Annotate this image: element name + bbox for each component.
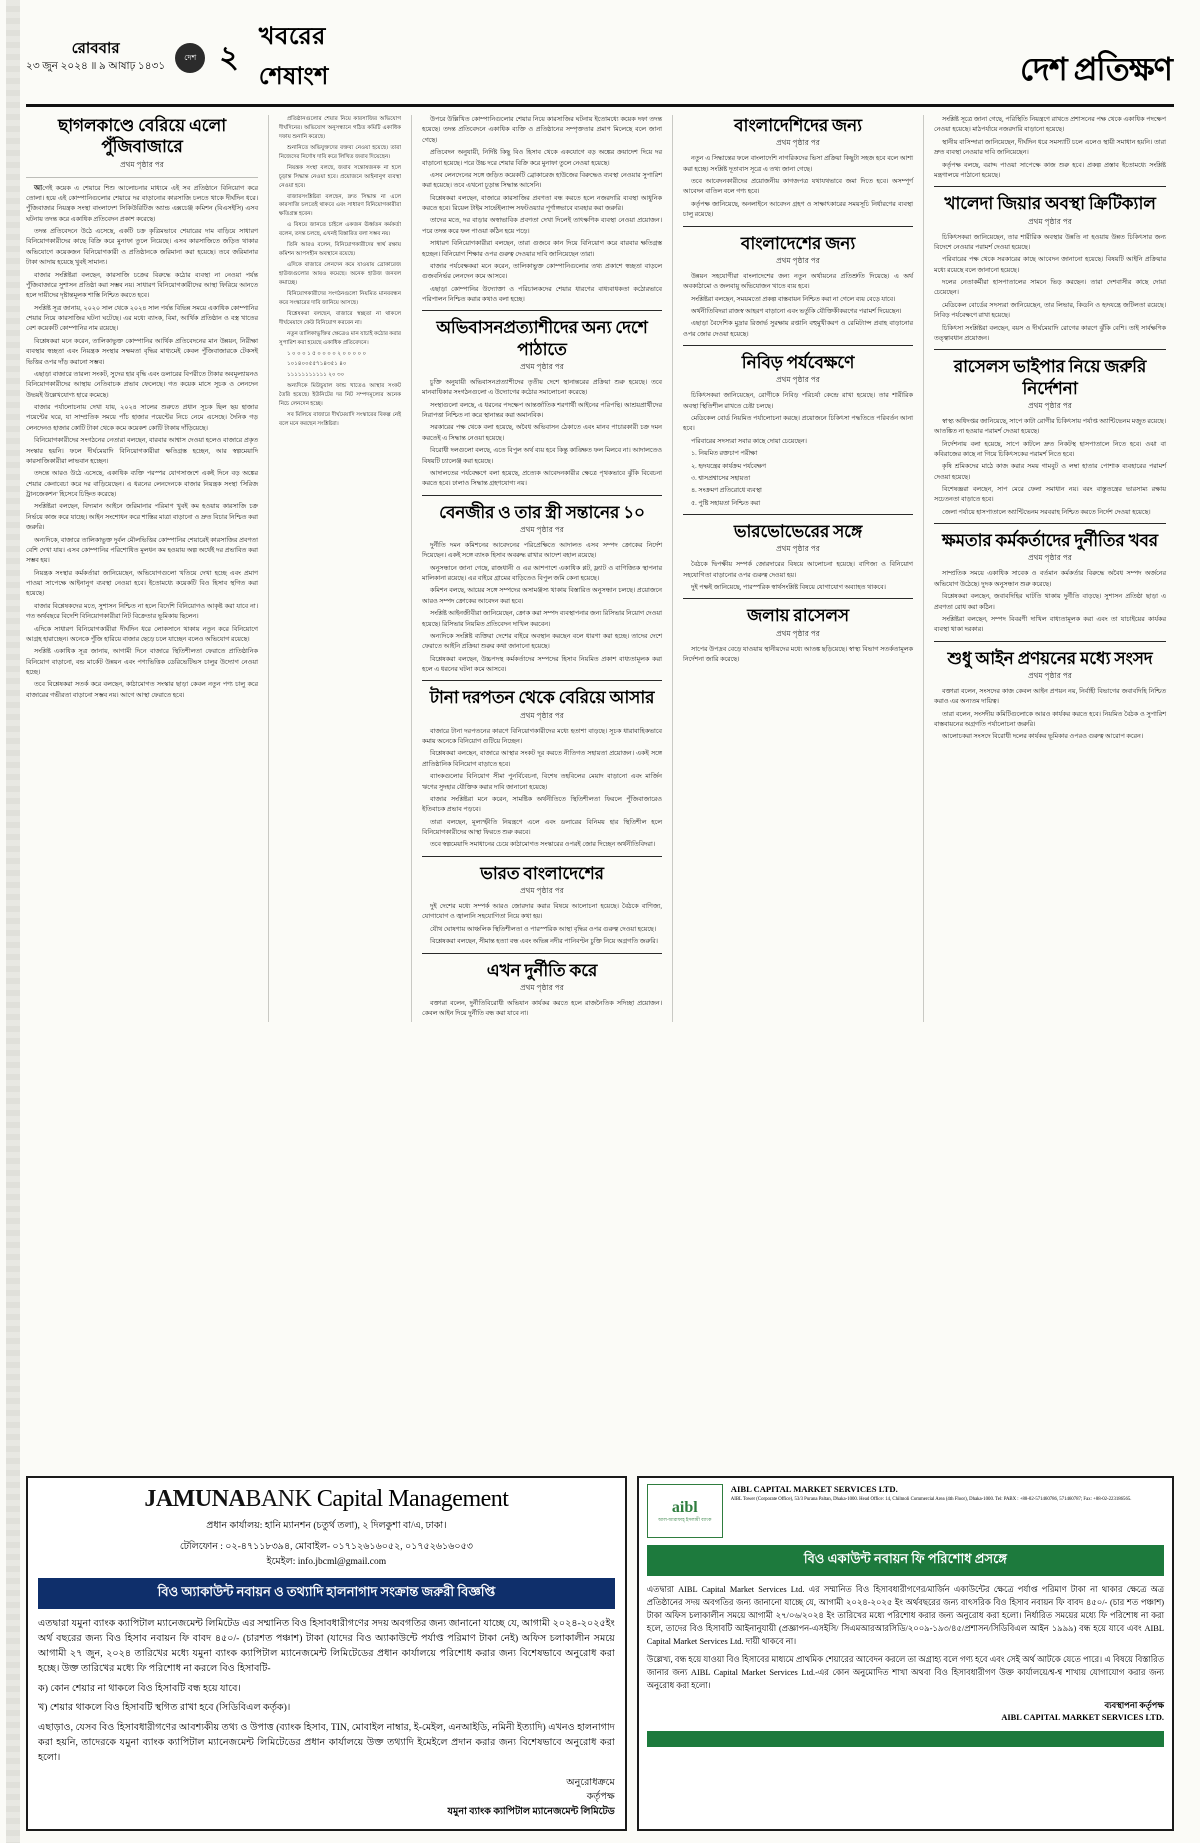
paragraph: কৃষি শ্রমিকদের মাঠে কাজ করার সময় গামবুট ও লম্বা হাতার পোশাক ব্যবহারের পরামর্শ দেওয়া হয়েছে। [934,463,1166,481]
paragraph: এছাড়া কোম্পানির উদ্যোক্তা ও পরিচালকদের শেয়ার ধারণের বাধ্যবাধকতা কঠোরভাবে পরিপালন নিশ্চিত করার কথাও বলা হচ্ছে। [422,285,662,303]
page-edge-decoration [6,0,20,1843]
ad-aibl-capital [637,1476,1174,1831]
paragraph: উন্নয়ন সহযোগীরা বাংলাদেশের জন্য নতুন অর্থায়নের প্রতিশ্রুতি দিয়েছে। এ অর্থ অবকাঠামো ও জলবায়ু অভিযোজন খাতে ব্যয় হবে। [683,272,913,291]
jump-line: প্রথম পৃষ্ঠার পর [776,375,820,385]
ad-aibl-header [647,1484,1164,1538]
paragraph: কর্তৃপক্ষ জানিয়েছে, অনলাইনে আবেদন গ্রহণ ও সাক্ষাৎকারের সময়সূচি নির্ধারণের ব্যবস্থা চালু রয়েছে। [683,200,913,219]
signature-line: কর্তৃপক্ষ [586,1791,615,1803]
jump-line: প্রথম পৃষ্ঠার পর [776,255,820,265]
paragraph: সরকারের পক্ষ থেকে বলা হয়েছে, অবৈধ অভিবাসন ঠেকাতে এবং মানব পাচারকারী চক্র দমন করতেই এ সিদ্ধান্ত নেওয়া হয়েছে। [422,424,662,442]
paragraph: উপরে উল্লিখিত কোম্পানিগুলোর শেয়ার নিয়ে কারসাজির ঘটনায় ইতোমধ্যে কয়েক দফা তদন্ত হয়েছে। তদন্ত প্রতিবেদনে একাধিক ব্যক্তি ও প্রতিষ্ঠানের সম্পৃক্ততার প্রমাণ মিলেছে বলে জানা গেছে। [422,116,662,144]
paragraph: কমিশন বলছে, আয়ের সঙ্গে সম্পদের অসামঞ্জস্য থাকায় বিস্তারিত অনুসন্ধান চলছে। প্রয়োজনে আরও সম্পদ ক্রোকের আবেদন করা হবে। [422,587,662,605]
paragraph: বাজার পর্যালোচনায় দেখা যায়, ২০২৪ সালের শুরুতে প্রধান সূচক ছিল ছয় হাজার পয়েন্টের ঘরে, যা সাম্প্রতিক সময়ে পাঁচ হাজার পয়েন্টের নিচে নেমে এসেছে। দৈনিক গড় লেনদেনও হাজার কোটি টাকা থেকে কমে কয়েকশ কোটি টাকায় দাঁড়িয়েছে। [26,404,258,432]
paragraph: বিশ্লেষকরা বলছেন, বাজারে আস্থার সংকট দূর করতে নীতিগত সহায়তা প্রয়োজন। একই সঙ্গে প্রাতিষ্ঠানিক বিনিয়োগ বাড়াতে হবে। [422,750,662,768]
headline-benazir: বেনজীর ও তার স্ত্রী সন্তানের ১০ [439,502,645,522]
divider [683,598,913,599]
paragraph: বিশ্লেষকরা মনে করেন, তালিকাভুক্ত কোম্পানির আর্থিক প্রতিবেদনের মান উন্নয়ন, নিরীক্ষা ব্যবস্থার স্বচ্ছতা এবং নিয়ন্ত্রক সংস্থার সক্ষমতা বৃদ্ধির মাধ্যমেই কেবল পুঁজিবাজারকে টেকসই ভিত্তির ওপর দাঁড় করানো সম্ভব। [26,337,258,366]
paragraph: অন্যদিকে, বাজারে তালিকাভুক্ত দুর্বল মৌলভিত্তির কোম্পানির শেয়ারেই কারসাজির প্রবণতা বেশি দেখা যায়। এসব কোম্পানির পরিশোধিত মূলধন কম হওয়ায় অল্প অর্থেই দর প্রভাবিত করা সম্ভব হয়। [26,536,258,565]
article-body-pujibazar [26,183,258,702]
paragraph: পরিবারের সদস্যরা সবার কাছে দোয়া চেয়েছেন। [691,437,807,445]
paragraph: নির্দেশনায় বলা হয়েছে, সাপে কাটলে দ্রুত নিকটস্থ হাসপাতালে নিতে হবে। ওঝা বা কবিরাজের কাছে না গিয়ে চিকিৎসকের পরামর্শ নিতে হবে। [934,440,1166,458]
list-item: ১. নিয়মিত রক্তচাপ পরীক্ষা [691,450,758,458]
divider [934,641,1166,642]
paragraph: স্বাস্থ্য অধিদপ্তর জানিয়েছে, সাপে কাটা রোগীর চিকিৎসায় পর্যাপ্ত অ্যান্টিভেনম মজুত রয়েছে। আতঙ্কিত না হওয়ার পরামর্শ দেওয়া হয়েছে। [934,417,1166,436]
ad-jamuna-body [38,1617,615,1766]
headline-for-bangladesh: বাংলাদেশের জন্য [740,233,856,253]
article-body-khaleda-zia [934,233,1166,345]
article-body-migrants [422,378,662,490]
headline-russells-viper-directive: রাসেলস ভাইপার নিয়ে জরুরি নির্দেশনা [953,357,1147,398]
paragraph: দুর্নীতি দমন কমিশনের আবেদনের পরিপ্রেক্ষিতে আদালত এসব সম্পদ ক্রোকের নির্দেশ দিয়েছেন। একই সঙ্গে ব্যাংক হিসাব অবরুদ্ধ রাখার আদেশ বহাল রয়েছে। [422,541,662,560]
headline-corruption: এখন দুর্নীতি করে [486,960,598,980]
paragraph: এছাড়াও, যেসব বিও হিসাবধারীগণের আবশ্যকীয় তথ্য ও উপাত্ত (ব্যাংক হিসাব, TIN, মোবাইল নাম্বার, ই-মেইল, এনআইডি, নমিনী ইত্যাদি) এখনও হালনাগাদ করা হয়নি, তাদেরকে যমুনা ব্যাংক ক্যাপিটাল ম্যানেজমেন্ট লিমিটেডের প্রধান কার্যালয়ে উক্ত তথ্যাদি ইমেইলে প্রদান করার জন্য বিশেষভাবে অনুরোধ করা হলো। [38,1722,615,1763]
paragraph: উল্লেখ্য, বন্ধ হয়ে যাওয়া বিও হিসাবের মাধ্যমে প্রাথমিক শেয়ারের আবেদন করলে তা অগ্রাহ্য বলে গণ্য হবে এবং সেই অর্থ আটকে যেতে পারে। এ বিষয়ে বিস্তারিত জানার জন্য AIBL Capital Market Services Ltd.-এর কোন অনুমোদিত শাখা অথবা বিও হিসাবধারীগণ উক্ত কার্যালয়ে/শ্ব-শ্ব শাখায় যোগাযোগ করার জন্য অনুরোধ করা হলো। [646,1655,1164,1691]
column-1 [26,115,258,1022]
paragraph: সংশ্লিষ্ট সূত্র জানায়, ২০২০ সাল থেকে ২০২৪ সাল পর্যন্ত বিভিন্ন সময়ে একাধিক কোম্পানির শেয়ার নিয়ে কারসাজির ঘটনা ঘটেছে। এর মধ্যে ব্যাংক, বিমা, আর্থিক প্রতিষ্ঠান ও বস্ত্র খাতের বেশ কয়েকটি কোম্পানির নাম রয়েছে। [26,304,258,333]
paragraph: দলের নেতাকর্মীরা হাসপাতালের সামনে ভিড় করছেন। তারা দেশবাসীর কাছে দোয়া চেয়েছেন। [934,279,1166,297]
paragraph: এতদ্বারা AIBL Capital Market Services Ltd. এর সম্মানিত বিও হিসাবধারীগণের/মার্জিন একাউন্টের ক্ষেত্রে পর্যাপ্ত পরিমাণ টাকা না থাকার ক্ষেত্রে অত্র প্রতিষ্ঠানের সদয় অবগতির জন্য জানানো যাচ্ছে যে, আগামী ২০২৪-২০২৫ ইং অর্থবছরের জন্য বাৎসরিক বিও হিসাব নবায়ন ফি বাবদ ৪৫০/- (চার শত পঞ্চাশ) টাকা অফিস চলাকালীন সময়ে আগামী ২৭/০৬/২০২৪ ইং তারিখের মধ্যে পরিশোধ করার জন্য অনুরোধ করা হলো। নির্ধারিত সময়ের মধ্যে ফি পরিশোধ না করা হলে, তাদের বিও হিসাবটি আইনানুযায়ী (প্রজ্ঞাপন-এসইসি/ সিএমআরআরসিডি/২০০৯-১৯৩/৪৫/প্রশাসন/সিডিবিএল আইন ১৯৯৯) বন্ধ হয়ে যাবে এবং AIBL Capital Market Services Ltd. দায়ী থাকবে না। [646,1585,1164,1647]
paragraph: সাম্প্রতিক সময়ে একাধিক সাবেক ও বর্তমান কর্মকর্তার বিরুদ্ধে অবৈধ সম্পদ অর্জনের অভিযোগ উঠেছে। দুদক অনুসন্ধান শুরু করেছে। [934,570,1166,588]
paragraph: তদন্তে আরও উঠে এসেছে, একাধিক ব্যক্তি পরস্পর যোগসাজশে একই দিনে বড় অঙ্কের শেয়ার কেনাবেচা করে দর বাড়িয়েছেন। এ ধরনের লেনদেনকে বাজার নিয়ন্ত্রক সংস্থা 'সিরিজ ট্রানজেকশন' হিসেবে চিহ্নিত করেছে। [26,470,258,498]
article-body-continued [279,115,401,429]
ad-aibl-signature [647,1700,1164,1724]
paragraph: বক্তারা বলেন, দুর্নীতিবিরোধী অভিযান কার্যকর করতে হলে রাজনৈতিক সদিচ্ছা প্রয়োজন। কেবল আইন দিয়ে দুর্নীতি বন্ধ করা যাবে না। [422,999,662,1018]
divider [683,514,913,515]
paragraph: অন্যদিকে মিউচুয়াল ফান্ড খাতেও আস্থার সংকট তৈরি হয়েছে। ইউনিটের দর নিট সম্পদমূল্যের অনেক নিচে লেনদেন হচ্ছে। [279,383,401,408]
paragraph: তাদের মতে, দর বাড়ার অস্বাভাবিক প্রবণতা দেখা দিলেই তাৎক্ষণিক ব্যবস্থা নেওয়া প্রয়োজন। পরে তদন্ত করে ফল পাওয়া কঠিন হয়ে পড়ে। [422,217,662,235]
paragraph: দুই দেশের মধ্যে সম্পর্ক আরও জোরদার করার বিষয়ে আলোচনা হয়েছে। বৈঠকে বাণিজ্য, যোগাযোগ ও জ্বালানি সহযোগিতা নিয়ে কথা হয়। [422,903,662,921]
paragraph: বিশ্লেষকরা বলছেন, উচ্চপদস্থ কর্মকর্তাদের সম্পদের হিসাব নিয়মিত প্রকাশ বাধ্যতামূলক করা হলে এ ধরনের ঘটনা কমে আসবে। [422,655,662,673]
paragraph: বৈঠকে দ্বিপক্ষীয় সম্পর্ক জোরদারের বিষয়ে আলোচনা হয়েছে। বাণিজ্য ও বিনিয়োগ সহযোগিতা বাড়ানোর ওপর গুরুত্ব দেওয়া হয়। [683,561,913,579]
page-number: ২ [219,40,239,74]
brand-name: দেশ প্রতিক্ষণ [1019,51,1172,87]
paragraph: বিশ্লেষকরা বলছেন, বাজারে স্বচ্ছতা না থাকলে দীর্ঘমেয়াদে কেউ বিনিয়োগ করবেন না। [279,310,401,326]
ad-aibl-banner: বিও একাউন্ট নবায়ন ফি পরিশোধ প্রসঙ্গে [647,1545,1164,1576]
paragraph: চিকিৎসকরা জানিয়েছেন, রোগীকে নিবিড় পরিচর্যা কেন্দ্রে রাখা হয়েছে। তার শারীরিক অবস্থা স্থিতিশীল রাখতে চেষ্টা চলছে। [683,392,913,410]
paragraph: দুই পক্ষই জানিয়েছে, পারস্পরিক স্বার্থসংশ্লিষ্ট বিষয়ে যোগাযোগ অব্যাহত থাকবে। [691,584,886,591]
headline-officials-corruption: ক্ষমতার কর্মকর্তাদের দুর্নীতির খবর [942,531,1158,551]
divider [934,349,1166,350]
paragraph: সাপের উপদ্রব বেড়ে যাওয়ায় স্থানীয়দের মধ্যে আতঙ্ক ছড়িয়েছে। স্বাস্থ্য বিভাগ সতর্কতামূলক নির্দেশনা জারি করেছে। [683,645,913,663]
paragraph: তারা বলছেন, মূল্যস্ফীতি নিয়ন্ত্রণে এলে এবং ডলারের বিনিময় হার স্থিতিশীল হলে বিনিয়োগকারীদের আস্থা ফিরতে শুরু করবে। [422,818,662,836]
article-body-benazir [422,541,662,676]
paragraph: বিশ্লেষকরা বলছেন, বাজারে কারসাজির প্রবণতা বন্ধ করতে হলে নজরদারি ব্যবস্থা আধুনিক করতে হবে। রিয়েল টাইম সার্ভেইল্যান্স সফটওয়্যার পূর্ণাঙ্গভাবে ব্যবহার করা জরুরি। [422,194,662,212]
ad-jamuna-office: প্রধান কার্যালয়: হানি ম্যানশন (চতুর্থ তলা), ২ দিলকুশা বা/এ, ঢাকা। [206,1521,447,1532]
list-item: ৩. শ্বাসপ্রশ্বাসের সহায়তা [691,474,751,482]
paragraph: সংশ্লিষ্টরা বলছেন, সময়মতো প্রকল্প বাস্তবায়ন নিশ্চিত করা না গেলে ব্যয় বেড়ে যাবে। [691,295,896,303]
paragraph: সংশ্লিষ্ট একাধিক সূত্র জানায়, আগামী দিনে বাজারে স্থিতিশীলতা ফেরাতে প্রাতিষ্ঠানিক বিনিয়োগ বাড়ানো, বন্ড মার্কেট উন্নয়ন এবং পণ্যভিত্তিক ডেরিভেটিভস চালুর উদ্যোগ নেওয়া হচ্ছে। [26,648,258,676]
divider [422,495,662,496]
paragraph: বক্তারা বলেন, সংসদের কাজ কেবল আইন প্রণয়ন নয়, নির্বাহী বিভাগের জবাবদিহি নিশ্চিত করাও এর অন্যতম দায়িত্ব। [934,687,1166,706]
paragraph: নিয়ন্ত্রক সংস্থা বলছে, জবাব সন্তোষজনক না হলে চূড়ান্ত সিদ্ধান্ত নেওয়া হবে। প্রয়োজনে আইনানুগ ব্যবস্থা নেওয়া হবে। [279,164,401,189]
jump-line: প্রথম পৃষ্ঠার পর [1028,216,1072,226]
paragraph: বাজারে টানা দরপতনের কারণে বিনিয়োগকারীদের মধ্যে হতাশা বাড়ছে। সূচক ধারাবাহিকভাবে কমায় অনেকে বিনিয়োগ গুটিয়ে নিচ্ছেন। [422,727,662,745]
paragraph: যৌথ ঘোষণায় আঞ্চলিক স্থিতিশীলতা ও পারস্পরিক আস্থা বৃদ্ধির ওপর গুরুত্ব দেওয়া হয়েছে। [430,925,657,933]
article-body-for-bangladesh [683,272,913,340]
paragraph: পরিবারের পক্ষ থেকে সরকারের কাছে আবেদন জানানো হয়েছে। বিষয়টি আইনি প্রক্রিয়ার মধ্যে রয়েছে বলে জানানো হয়েছে। [934,256,1166,274]
paragraph: শুনানিতে অভিযুক্তদের বক্তব্য নেওয়া হয়েছে। তারা নিজেদের নির্দোষ দাবি করে লিখিত জবাব দিয়েছেন। [279,144,401,160]
jump-line: প্রথম পৃষ্ঠার পর [1028,553,1072,563]
column-4 [683,115,913,1022]
column-rule [411,115,412,1022]
paragraph: এছাড়া বাজারে তারল্য সংকট, সুদের হার বৃদ্ধি এবং ডলারের বিপরীতে টাকার অবমূল্যায়নও বিনিয়োগকারীদের আস্থায় নেতিবাচক প্রভাব ফেলেছে। গত কয়েক মাসে সূচক ও লেনদেন উভয়ই উল্লেখযোগ্য হারে কমেছে। [26,370,258,399]
jump-line: প্রথম পৃষ্ঠার পর [520,710,564,720]
headline-pujibazar: ছাগলকাণ্ডে বেরিয়ে এলো পুঁজিবাজারে [58,116,226,157]
headline-migrants: অভিবাসনপ্রত্যাশীদের অন্য দেশে পাঠাতে [436,318,648,359]
paragraph: তবে আবেদনকারীদের প্রয়োজনীয় কাগজপত্র যথাযথভাবে জমা দিতে হবে। অসম্পূর্ণ আবেদন বাতিল বলে গণ্য হবে। [683,178,913,196]
paragraph: এছাড়া বৈদেশিক মুদ্রার রিজার্ভ সুরক্ষায় রপ্তানি বহুমুখীকরণ ও রেমিট্যান্স প্রবাহ বাড়ানোর ওপর জোর দেওয়া হয়েছে। [683,320,913,338]
paragraph: তবে বিশ্লেষকরা সতর্ক করে বলছেন, কাঠামোগত সংস্কার ছাড়া কেবল নতুন পণ্য চালু করে বাজারের গভীরতা বাড়ানো সম্ভব নয়। আগে আস্থা ফেরাতে হবে। [26,681,258,699]
advertisement-row [26,1468,1174,1831]
article-body-russells-viper-directive [934,417,1166,518]
divider [422,856,662,857]
ad-jamuna-brand-1: JAMUNA [144,1486,246,1513]
paragraph: বিশ্লেষকরা বলছেন, জবাবদিহির ঘাটতি থাকায় দুর্নীতি বাড়ছে। সুশাসন প্রতিষ্ঠা ছাড়া এ প্রবণতা রোধ করা কঠিন। [934,593,1166,611]
paragraph: প্রতিবেদন অনুযায়ী, নির্দিষ্ট কিছু বিও হিসাব থেকে একযোগে বড় অঙ্কের ক্রয়াদেশ দিয়ে দর বাড়ানো হয়েছে। পরে উচ্চ দরে শেয়ার বিক্রি করে মুনাফা তুলে নেওয়া হয়েছে। [422,149,662,167]
article-body-intensive-care [683,391,913,509]
paragraph: তিনি আরও বলেন, বিনিয়োগকারীদের স্বার্থ রক্ষায় কমিশন আপসহীন অবস্থানে রয়েছে। [279,242,401,258]
paragraph: বিশ্লেষকরা বলছেন, সীমান্ত হত্যা বন্ধ এবং অভিন্ন নদীর পানিবণ্টন চুক্তি নিয়ে অগ্রগতি জরুরি। [430,938,658,946]
numeric-run: ১ ০ ০ ০ ১ ৫ ০ ০ ০ ০ ২ ০ ০ ০ ০ ০ [287,350,367,357]
headline-market-fall: টানা দরপতন থেকে বেরিয়ে আসার [429,688,655,708]
paragraph: নিয়ন্ত্রক সংস্থার কর্মকর্তারা জানিয়েছেন, অভিযোগগুলো খতিয়ে দেখা হচ্ছে এবং প্রমাণ পাওয়া সাপেক্ষে আইনানুগ ব্যবস্থা নেওয়া হবে। ইতোমধ্যে কয়েকটি বিও হিসাব স্থগিত করা হয়েছে। [26,569,258,598]
article-body-lead-c3 [422,115,662,305]
paragraph: এদিকে বাজারে লেনদেন কমে যাওয়ায় ব্রোকারেজ হাউজগুলোর আয়ও কমেছে। অনেক হাউজ জনবল কমাচ্ছে। [279,262,401,286]
ad-aibl-address: AIBL Tower (Corporate Office), 53/3 Purana Paltan, Dhaka-1000. Head Office: 14, Chilmoli Commercial Area (4th Floor), Dhaka-1000. Tel: PABX : +88-02-571460786, 571460787; Fax: +88-02-223186565. [730,1496,1132,1502]
divider [422,953,662,954]
jump-line: প্রথম পৃষ্ঠার পর [776,544,820,554]
paragraph: তবে স্বল্পমেয়াদি সমাধানের চেয়ে কাঠামোগত সংস্কারের ওপরই জোর দিচ্ছেন অর্থনীতিবিদরা। [430,841,656,849]
headline-india-bangladesh: ভারত বাংলাদেশের [480,863,604,883]
paragraph: চিকিৎসকরা জানিয়েছেন, তার শারীরিক অবস্থার উন্নতি না হওয়ায় উন্নত চিকিৎসার জন্য বিদেশে নেওয়ার পরামর্শ দেওয়া হয়েছে। [934,233,1166,251]
headline-for-bangladeshis: বাংলাদেশিদের জন্য [734,116,862,135]
article-body-russells-viper-wetland [683,645,913,666]
divider [934,523,1166,524]
column-rule [923,115,924,1022]
divider [934,186,1166,187]
numeric-run: ১১১১১১১১১১১ ২০ ৩০ [287,372,345,379]
numeric-run: ১০১৪০০৫৫৭১৪৩৫১ ৪০ [287,361,347,368]
headline-parliament: শুধু আইন প্রণয়নের মধ্যে সংসদ [947,648,1153,668]
paragraph: বিরোধী দলগুলো বলছে, এতে বিপুল অর্থ ব্যয় হবে কিন্তু কাঙ্ক্ষিত ফল মিলবে না। আদালতেও বিষয়টি চ্যালেঞ্জ করা হয়েছে। [422,447,662,465]
divider [683,345,913,346]
paragraph: ক) কোন শেয়ার না থাকলে বিও হিসাবটি বন্ধ হয়ে যাবে। [38,1682,241,1694]
ad-jamuna-brand-2: BANK [245,1486,312,1513]
paragraph: জেলা পর্যায়ে হাসপাতালে অ্যান্টিভেনম সরবরাহ নিশ্চিত করতে নির্দেশ দেওয়া হয়েছে। [942,508,1151,516]
jump-line: প্রথম পৃষ্ঠার পর [776,138,820,148]
paragraph: নতুন তালিকাভুক্তির ক্ষেত্রেও মান যাচাই কঠোর করার সুপারিশ করা হয়েছে একাধিক প্রতিবেদনে। [279,330,401,346]
paragraph: বিশেষজ্ঞরা বলছেন, সাপ মেরে ফেলা সমাধান নয়। বরং বাস্তুতন্ত্রের ভারসাম্য রক্ষায় সচেতনতা বাড়াতে হবে। [934,486,1166,504]
list-item: ২. হৃদযন্ত্রের কার্যক্রম পর্যবেক্ষণ [691,462,766,470]
signature-line: যমুনা ব্যাংক ক্যাপিটাল ম্যানেজমেন্ট লিমিটেড [447,1805,615,1817]
ad-jamuna-email[interactable]: ইমেইল: info.jbcml@gmail.com [266,1557,387,1568]
paragraph: তারা বলেন, সংসদীয় কমিটিগুলোকে আরও কার্যকর করতে হবে। নিয়মিত বৈঠক ও সুপারিশ বাস্তবায়নের অগ্রগতি পর্যালোচনা জরুরি। [934,710,1166,728]
paragraph: আদালতের পর্যবেক্ষণে বলা হয়েছে, প্রত্যেক আবেদনকারীর ক্ষেত্রে পৃথকভাবে ঝুঁকি বিবেচনা করতে হবে। ঢালাও সিদ্ধান্ত গ্রহণযোগ্য নয়। [422,469,662,488]
paragraph: বাজার সংশ্লিষ্টরা মনে করেন, সামষ্টিক অর্থনীতিতে স্থিতিশীলতা ফিরলে পুঁজিবাজারেও ইতিবাচক প্রভাব পড়বে। [422,795,662,814]
column-2 [279,115,401,1022]
paragraph: খ) শেয়ার থাকলে বিও হিসাবটি স্থগিত রাখা হবে (সিডিবিএল কর্তৃক)। [38,1702,291,1714]
paragraph: কর্তৃপক্ষ বলছে, বরাদ্দ পাওয়া সাপেক্ষে কাজ শুরু হবে। প্রকল্প প্রস্তাব ইতোমধ্যে সংশ্লিষ্ট মন্ত্রণালয়ে পাঠানো হয়েছে। [934,161,1166,179]
masthead-day: রোববার [71,41,120,58]
paragraph: সংশ্লিষ্টরা বলছেন, সম্পদ বিবরণী দাখিল বাধ্যতামূলক করা এবং তা যাচাইয়ের কার্যকর ব্যবস্থা থাকা দরকার। [934,615,1166,634]
ad-aibl-footer-bar [647,1731,1164,1747]
jump-line: প্রথম পৃষ্ঠার পর [520,982,564,992]
headline-intensive-care: নিবিড় পর্যবেক্ষণে [741,353,855,372]
aibl-logo-icon [647,1484,723,1538]
paragraph: বিনিয়োগকারীদের সংগঠনের নেতারা বলছেন, বারবার আশ্বাস দেওয়া হলেও বাজারে প্রকৃত সংস্কার হয়নি। ফলে দীর্ঘমেয়াদি বিনিয়োগকারীরা ক্ষতিগ্রস্ত হচ্ছেন, আর স্বল্পমেয়াদি কারসাজিকারীরা লাভবান হচ্ছেন। [26,437,258,465]
ad-aibl-company: AIBL CAPITAL MARKET SERVICES LTD. [730,1484,898,1495]
headline-khaleda-zia: খালেদা জিয়ার অবস্থা ক্রিটিক্যাল [944,194,1156,214]
paragraph: সংশ্লিষ্ট সূত্রে জানা গেছে, পরিস্থিতি নিয়ন্ত্রণে রাখতে প্রশাসনের পক্ষ থেকে একাধিক পদক্ষেপ নেওয়া হয়েছে। মাঠপর্যায়ে নজরদারি বাড়ানো হয়েছে। [934,116,1166,134]
column-5 [934,115,1166,1022]
column-rule [268,115,269,1022]
paragraph: বাজার বিশ্লেষকদের মতে, সুশাসন নিশ্চিত না হলে বিদেশি বিনিয়োগও আকৃষ্ট করা যাবে না। গত অর্থবছরে বিদেশি বিনিয়োগকারীরা নিট বিক্রেতার ভূমিকায় ছিলেন। [26,602,258,621]
paragraph: ব্যাংকগুলোর বিনিয়োগ সীমা পুনর্বিবেচনা, বিশেষ তহবিলের মেয়াদ বাড়ানো এবং মার্জিন ঋণের সুদহার যৌক্তিক করার দাবি জানানো হয়েছে। [422,773,662,791]
article-body-market-fall [422,727,662,851]
paragraph: সব মিলিয়ে বাজারে দীর্ঘমেয়াদি সংস্কারের বিকল্প নেই বলে মনে করছেন সংশ্লিষ্টরা। [279,412,401,428]
masthead [26,18,1174,107]
divider [683,226,913,227]
paragraph: চুক্তি অনুযায়ী অভিবাসনপ্রত্যাশীদের তৃতীয় দেশে স্থানান্তরের প্রক্রিয়া শুরু হয়েছে। তবে মানবাধিকার সংগঠনগুলো এ উদ্যোগের কঠোর সমালোচনা করেছে। [422,378,662,397]
article-body-corruption [422,999,662,1020]
column-3 [422,115,662,1022]
masthead-date: ২৩ জুন ২০২৪ ॥ ৯ আষাঢ় ১৪৩১ [26,60,166,72]
article-body-india-bangladesh [422,902,662,948]
paragraph: মেডিকেল বোর্ডের সদস্যরা জানিয়েছেন, তার লিভার, কিডনি ও হৃদযন্ত্রে জটিলতা রয়েছে। নিবিড় পর্যবেক্ষণে রাখা হয়েছে। [934,301,1166,320]
paragraph: বাজার সংশ্লিষ্টরা বলছেন, কারসাজি চক্রের বিরুদ্ধে কঠোর ব্যবস্থা না নেওয়া পর্যন্ত পুঁজিবাজারে সুশাসন প্রতিষ্ঠা করা সম্ভব নয়। সাধারণ বিনিয়োগকারীদের আস্থা ফিরিয়ে আনতে হলে দায়ীদের দৃষ্টান্তমূলক শাস্তি নিশ্চিত করতে হবে। [26,271,258,300]
paragraph: অর্থনীতিবিদরা রাজস্ব আহরণ বাড়ানো এবং ভর্তুকি যৌক্তিকীকরণের পরামর্শ দিয়েছেন। [691,307,902,315]
ad-aibl-body [647,1583,1164,1692]
ad-jamuna-signature [38,1776,615,1819]
paragraph: এদিকে সাধারণ বিনিয়োগকারীরা দীর্ঘদিন ধরে লোকসানে থাকায় নতুন করে বিনিয়োগে আগ্রহ হারাচ্ছেন। অনেকে পুঁজি হারিয়ে বাজার ছেড়ে চলে যাচ্ছেন বলেও অভিযোগ রয়েছে। [26,625,258,643]
paragraph: বাজার পর্যবেক্ষকরা মনে করেন, তালিকাভুক্ত কোম্পানিগুলোর তথ্য প্রকাশে স্বচ্ছতা বাড়লে গুজবনির্ভর লেনদেন কমে আসবে। [422,262,662,281]
paragraph: বাজারসংশ্লিষ্টরা বলছেন, দ্রুত সিদ্ধান্ত না এলে কারসাজি চলতেই থাকবে এবং সাধারণ বিনিয়োগকারীরা ক্ষতিগ্রস্ত হবেন। [279,193,401,218]
ad-jamuna-banner: বিও অ্যাকাউন্ট নবায়ন ও তথ্যাদি হালনাগাদ সংক্রান্ত জরুরী বিজ্ঞপ্তি [38,1578,615,1609]
paragraph: অন্যদিকে সংশ্লিষ্ট ব্যক্তিরা দেশের বাইরে অবস্থান করছেন বলে ধারণা করা হচ্ছে। তাদের দেশে ফেরাতে আইনি প্রক্রিয়া শুরুর কথা জানানো হয়েছে। [422,632,662,651]
paragraph: বিনিয়োগকারীদের সংগঠনগুলো নিয়মিত মানববন্ধন করে সংস্কারের দাবি জানিয়ে আসছে। [279,290,401,306]
jump-line: প্রথম পৃষ্ঠার পর [520,361,564,371]
masthead-date-block [26,40,165,76]
article-body-parliament [934,687,1166,743]
paragraph: আলোচকরা সংসদে বিরোধী দলের কার্যকর ভূমিকার ওপরও গুরুত্ব আরোপ করেন। [942,733,1144,741]
paragraph: প্রতিষ্ঠানগুলোর শেয়ার নিয়ে কারসাজির অভিযোগ দীর্ঘদিনের। অভিযোগ অনুসন্ধানে গঠিত কমিটি একাধিক দফায় শুনানি করেছে। [279,116,401,140]
jump-line: প্রথম পৃষ্ঠার পর [776,628,820,638]
aibl-logo-mark: aibl [671,1499,698,1517]
article-body-for-bangladeshis [683,154,913,220]
list-item: ৫. পুষ্টি সহায়তা নিশ্চিত করা [691,499,761,507]
paragraph: স্থানীয় বাসিন্দারা জানিয়েছেন, দীর্ঘদিন ধরে সমস্যাটি চলে এলেও স্থায়ী সমাধান হয়নি। তারা দ্রুত ব্যবস্থা নেওয়ার দাবি জানিয়েছেন। [934,138,1166,157]
paragraph: আগেই কয়েক এ শেয়ারে শিশু আলোচনার মাধ্যমে এই সব প্রতিষ্ঠানে বিনিয়োগ করে তোলা। হয়ে এই কোম্পানিগুলোর শেয়ারে দর বাড়ানোর কারসাজি চলতে থাকে দীর্ঘদিন ধরে। পুঁজিবাজার নিয়ন্ত্রক সংস্থা বাংলাদেশ সিকিউরিটিজ অ্যান্ড এক্সচেঞ্জ কমিশন (বিএসইসি) এসব ঘটনায় তদন্ত করে একাধিক প্রতিবেদন প্রকাশ করেছে। [26,183,258,223]
article-body-lead-c5 [934,115,1166,181]
page-content [26,115,1174,1022]
paragraph: এসব লেনদেনের সঙ্গে জড়িত কয়েকটি ব্রোকারেজ হাউজের বিরুদ্ধেও ব্যবস্থা নেওয়ার সুপারিশ করা হয়েছে। তবে এখনো চূড়ান্ত সিদ্ধান্ত আসেনি। [422,171,662,190]
ad-jamuna-title [38,1486,615,1513]
paragraph: অনুসন্ধানে জানা গেছে, রাজধানী ও এর আশপাশে একাধিক প্লট, ফ্ল্যাট ও বাণিজ্যিক স্থাপনার মালিকানা রয়েছে। এর বাইরে গ্রামের বাড়িতেও বিপুল জমি কেনা হয়েছে। [422,564,662,582]
paragraph: তদন্ত প্রতিবেদনে উঠে এসেছে, একটি চক্র কৃত্রিমভাবে শেয়ারের দাম বাড়িয়ে সাধারণ বিনিয়োগকারীদের কাছে বিক্রি করে মুনাফা তুলে নিয়েছে। এসব কারসাজিতে জড়িত থাকার অভিযোগে কয়েকজন বিনিয়োগকারী ও প্রতিষ্ঠানকে জরিমানা করা হয়েছে। তবে জরিমানার টাকা আদায় হয়েছে খুবই সামান্য। [26,228,258,267]
paragraph: সংশ্লিষ্টরা বলছেন, বিদ্যমান আইনে জরিমানার পরিমাণ খুবই কম হওয়ায় কারসাজি চক্র নির্ভয়ে কাজ করে যাচ্ছে। আইন সংশোধন করে শাস্তির মাত্রা বাড়ানো ও দ্রুত বিচার নিশ্চিত করা জরুরি। [26,503,258,532]
paragraph: এ বিষয়ে জানতে চাইলে একজন ঊর্ধ্বতন কর্মকর্তা বলেন, তদন্ত চলছে, এখনই বিস্তারিত বলা সম্ভব নয়। [279,222,401,238]
aibl-logo-subtext: আল-আরাফাহ্‌ ইসলামী ব্যাংক [658,1517,712,1523]
paragraph: নতুন এ সিদ্ধান্তের ফলে বাংলাদেশি নাগরিকদের ভিসা প্রক্রিয়া কিছুটা সহজ হবে বলে আশা করা হচ্ছে। সংশ্লিষ্ট দূতাবাস সূত্রে এ তথ্য জানা গেছে। [683,155,913,173]
ad-jamuna-bank [26,1476,627,1831]
paragraph: মেডিকেল বোর্ড নিয়মিত পর্যালোচনা করছে। প্রয়োজনে চিকিৎসা পদ্ধতিতে পরিবর্তন আনা হবে। [683,415,913,433]
paragraph: চিকিৎসা সংশ্লিষ্টরা বলছেন, বয়স ও দীর্ঘমেয়াদি রোগের কারণে ঝুঁকি বেশি। তাই সার্বক্ষণিক তত্ত্বাবধান প্রয়োজন। [934,324,1166,342]
divider [422,310,662,311]
jump-line: প্রথম পৃষ্ঠার পর [1028,670,1072,680]
signature-line: অনুরোধক্রমে [566,1776,615,1788]
paragraph: সংশ্লিষ্ট আইনজীবীরা জানিয়েছেন, ক্রোক করা সম্পদ ব্যবস্থাপনার জন্য রিসিভার নিয়োগ দেওয়া হয়েছে। রিসিভার নিয়মিত প্রতিবেদন দাখিল করবেন। [422,610,662,628]
paragraph: সংস্থাগুলো বলছে, এ ধরনের পদক্ষেপ আন্তর্জাতিক শরণার্থী আইনের পরিপন্থি। আশ্রয়প্রার্থীদের নিরাপত্তা নিশ্চিত না করে স্থানান্তর করা অমানবিক। [422,401,662,419]
signature-line: AIBL CAPITAL MARKET SERVICES LTD. [1001,1713,1164,1723]
jump-line: প্রথম পৃষ্ঠার পর [1028,400,1072,410]
masthead-brand [1018,44,1174,98]
article-body-meeting [683,560,913,593]
divider [26,177,258,178]
jump-line: প্রথম পৃষ্ঠার পর [520,524,564,534]
jump-line: প্রথম পৃষ্ঠার পর [120,159,164,169]
list-item: ৪. সংক্রমণ প্রতিরোধে ব্যবস্থা [691,487,762,495]
headline-meeting: ভারভোভেরের সঙ্গে [733,522,863,541]
ad-jamuna-brand-3: Capital Management [316,1486,509,1513]
section-title: খবরের শেষাংশ [258,24,329,90]
headline-russells-viper-wetland: জলায় রাসেলস [747,606,849,626]
masthead-left [26,18,329,98]
column-rule [672,115,673,1022]
signature-line: ব্যবস্থাপনা কর্তৃপক্ষ [1104,1701,1164,1711]
divider [422,680,662,681]
article-body-officials-corruption [934,569,1166,635]
paper-seal-icon: দেশ [175,43,205,73]
jump-line: প্রথম পৃষ্ঠার পর [520,886,564,895]
ad-jamuna-phone: টেলিফোন : ০২-৪৭১১৮৩৯৪, মোবাইল- ০১৭১২৬১৬০৫২, ০১৭৫২৬১৬০৫৩ [179,1542,473,1553]
paragraph: এতদ্বারা যমুনা ব্যাংক ক্যাপিটাল ম্যানেজমেন্ট লিমিটেড এর সম্মানিত বিও হিসাবধারীগণের সদয় অবগতির জন্য জানানো যাচ্ছে যে, আগামী ২০২৪-২০২৫ইং অর্থ বছরের জন্য বিও হিসাব নবায়ন ফি বাবদ ৪৫০/- (চারশত পঞ্চাশ) টাকা (যাদের বিও অ্যাকাউন্টে পর্যাপ্ত পরিমাণ টাকা নেই) অফিস চলাকালীন সময়ে আগামী ২৭ জুন, ২০২৪ তারিখের মধ্যে যমুনা ব্যাংক ক্যাপিটাল ম্যানেজমেন্ট লিমিটেডের প্রধান কার্যালয়ে পরিশোধ করার জন্য বিশেষভাবে অনুরোধ করা হচ্ছে। উক্ত তারিখের মধ্যে ফি পরিশোধ না করলে বিও হিসাবটি- [38,1618,615,1674]
paragraph: সাধারণ বিনিয়োগকারীরা বলছেন, তারা গুজবে কান দিয়ে বিনিয়োগ করে বারবার ক্ষতিগ্রস্ত হচ্ছেন। বিনিয়োগ শিক্ষার ওপর গুরুত্ব দেওয়ার দাবি জানিয়েছেন তারা। [422,240,662,258]
